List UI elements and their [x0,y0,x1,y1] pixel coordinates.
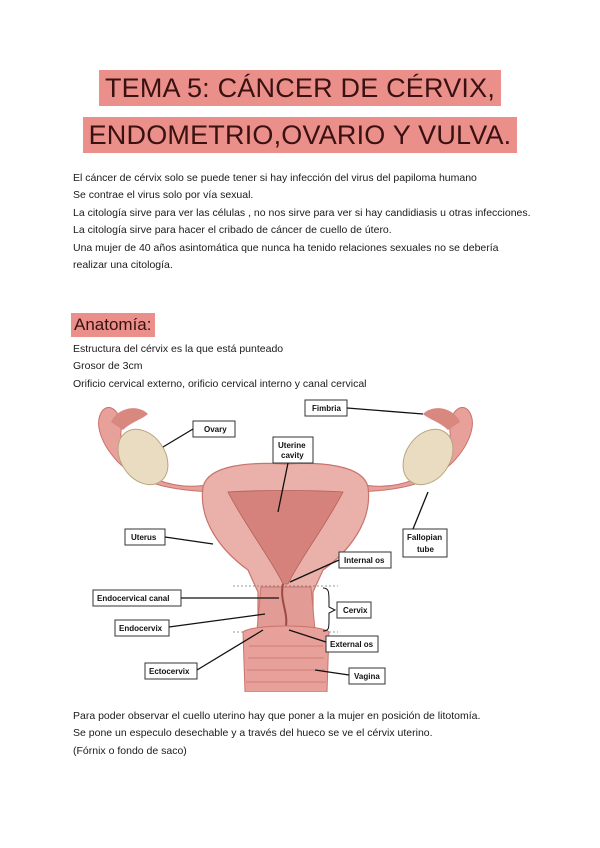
svg-text:Endocervix: Endocervix [119,624,163,633]
label-ovary [163,421,235,447]
page-title [0,70,600,153]
svg-text:Fallopian: Fallopian [407,533,443,542]
intro-line: Una mujer de 40 años asintomática que nunca ha tenido relaciones sexuales no se debería realizar una citología. [73,241,499,272]
closing-paragraph [73,708,533,760]
svg-text:tube: tube [417,545,434,554]
svg-text:Endocervical canal: Endocervical canal [97,594,170,603]
svg-text:Fimbria: Fimbria [312,404,341,413]
title-line-2: ENDOMETRIO,OVARIO Y VULVA. [83,117,518,153]
svg-text:cavity: cavity [281,451,304,460]
intro-line: Se contrae el virus solo por vía sexual. [73,189,254,202]
closing-line: (Fórnix o fondo de saco) [73,744,187,757]
anatomy-heading: Anatomía: [71,313,155,337]
anatomy-line: Estructura del cérvix es la que está punteado [73,343,284,355]
svg-text:Uterine: Uterine [278,441,306,450]
svg-text:Ovary: Ovary [204,425,227,434]
anatomy-line: Grosor de 3cm [73,360,143,373]
svg-text:External os: External os [330,640,374,649]
label-fallopian-tube [403,492,447,557]
label-endocervical-canal [93,590,279,606]
title-line-1: TEMA 5: CÁNCER DE CÉRVIX, [99,70,501,106]
svg-text:Internal os: Internal os [344,556,385,565]
svg-text:Ectocervix: Ectocervix [149,667,190,676]
intro-paragraph [73,170,533,274]
label-endocervix [115,614,265,636]
svg-text:Vagina: Vagina [354,672,380,681]
label-uterus [125,529,213,545]
intro-line: La citología sirve para hacer el cribado de cáncer de cuello de útero. [73,224,392,237]
intro-line: La citología sirve para ver las células , no nos sirve para ver si hay candidiasis u otras infecciones. [73,206,531,219]
anatomy-line: Orificio cervical externo, orificio cervical interno y canal cervical [73,377,367,390]
closing-line: Se pone un especulo desechable y a través del hueco se ve el cérvix uterino. [73,727,433,740]
label-cervix [323,588,371,631]
label-fimbria [305,400,423,416]
intro-line: El cáncer de cérvix solo se puede tener si hay infección del virus del papiloma humano [73,172,477,184]
svg-text:Uterus: Uterus [131,533,157,542]
uterus-anatomy-diagram [83,392,488,692]
svg-text:Cervix: Cervix [343,606,368,615]
anatomy-notes [73,341,533,393]
closing-line: Para poder observar el cuello uterino hay que poner a la mujer en posición de litotomía. [73,710,481,722]
